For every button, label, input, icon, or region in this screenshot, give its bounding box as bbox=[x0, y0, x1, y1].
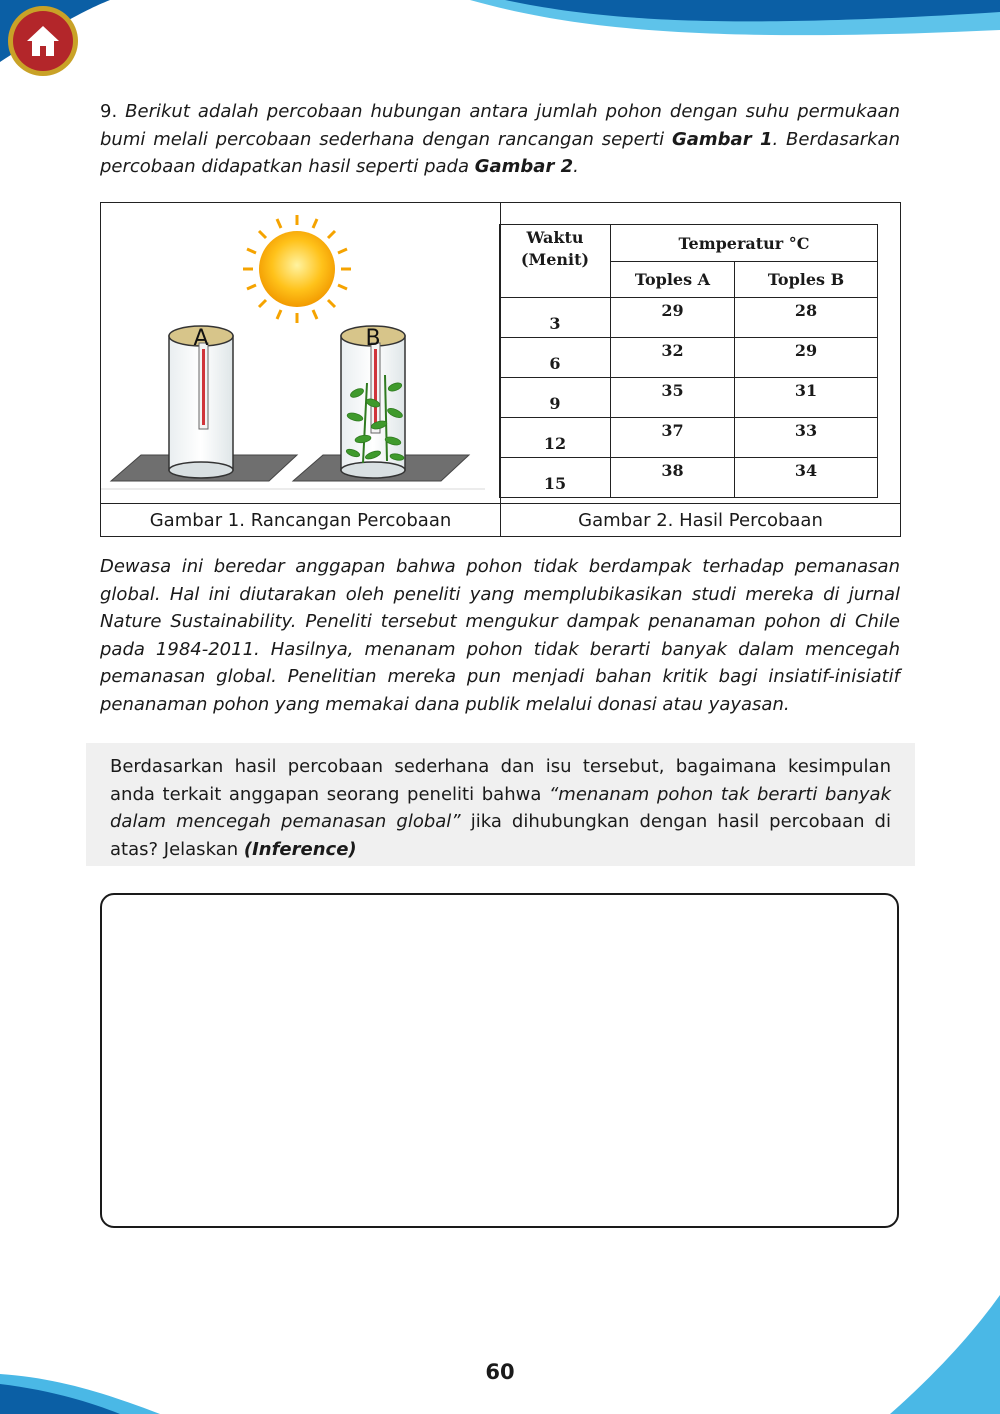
time-cell: 6 bbox=[500, 338, 611, 378]
home-icon bbox=[24, 23, 62, 59]
answer-box[interactable] bbox=[100, 893, 899, 1228]
jar-b-label: B bbox=[365, 326, 381, 351]
jar-b-cell: 31 bbox=[735, 378, 878, 418]
figure1-reference: Gambar 1 bbox=[672, 128, 773, 150]
table-row bbox=[500, 298, 878, 338]
table-row bbox=[500, 418, 878, 458]
top-wave-dark bbox=[505, 0, 1000, 21]
jar-a-cell: 38 bbox=[611, 458, 735, 498]
time-header: Waktu (Menit) bbox=[500, 225, 611, 298]
jar-a-cell: 32 bbox=[611, 338, 735, 378]
table-row bbox=[500, 458, 878, 498]
jar-a-label: A bbox=[193, 326, 209, 351]
jar-b-cell: 33 bbox=[735, 418, 878, 458]
figure1-cell bbox=[101, 203, 501, 504]
time-cell: 9 bbox=[500, 378, 611, 418]
sun-icon bbox=[243, 215, 351, 323]
page-number: 60 bbox=[485, 1360, 515, 1384]
jar-b bbox=[341, 326, 405, 478]
jar-b-header: Toples B bbox=[735, 262, 878, 298]
figure1-caption: Gambar 1. Rancangan Percobaan bbox=[101, 504, 501, 537]
temperature-header: Temperatur °C bbox=[611, 225, 878, 262]
prompt-box bbox=[86, 743, 915, 866]
table-row bbox=[500, 378, 878, 418]
jar-a-cell: 37 bbox=[611, 418, 735, 458]
jar-a-cell: 29 bbox=[611, 298, 735, 338]
jar-b-cell: 29 bbox=[735, 338, 878, 378]
figure2-reference: Gambar 2 bbox=[474, 156, 574, 177]
home-button[interactable] bbox=[8, 6, 78, 76]
jar-a-cell: 35 bbox=[611, 378, 735, 418]
time-cell: 12 bbox=[500, 418, 611, 458]
figure2-caption: Gambar 2. Hasil Percobaan bbox=[501, 504, 901, 537]
passage-text: Dewasa ini beredar anggapan bahwa pohon tidak berdampak terhadap pemanasan global. Hal ini diutarakan oleh peneliti yang memplubikasikan studi mereka di jurnal Nature Sustainability. Peneliti tersebut mengukur dampak penanaman pohon di Chile pada 1984-2011. Hasilnya, menanam pohon tidak berarti banyak dalam mencegah pemanasan global. Penelitian mereka pun menjadi bahan kritik bagi insiatif-inisiatif penanaman pohon yang memakai dana publik melalui donasi atau yayasan. bbox=[100, 556, 900, 715]
prompt-text: Berdasarkan hasil percobaan sederhana dan isu tersebut, bagaimana kesimpulan anda terkait anggapan seorang peneliti bahwa “menanam pohon tak berarti banyak dalam mencegah pemanasan global” jika dihubungkan dengan hasil percobaan di atas? Jelaskan (Inference) bbox=[110, 756, 891, 860]
top-wave-light bbox=[470, 0, 1000, 35]
time-cell: 3 bbox=[500, 298, 611, 338]
jar-b-cell: 34 bbox=[735, 458, 878, 498]
jar-b-cell: 28 bbox=[735, 298, 878, 338]
bottom-right-wave bbox=[890, 1295, 1000, 1414]
results-table bbox=[499, 224, 878, 498]
time-cell: 15 bbox=[500, 458, 611, 498]
question-number: 9. bbox=[100, 101, 118, 122]
jar-a-header: Toples A bbox=[611, 262, 735, 298]
question-text: 9. Berikut adalah percobaan hubungan antara jumlah pohon dengan suhu permukaan bumi melali percobaan sederhana dengan rancangan seperti Gambar 1. Berdasarkan percobaan didapatkan hasil seperti pada Gambar 2. bbox=[100, 101, 900, 177]
inference-tag: (Inference) bbox=[243, 838, 357, 860]
jar-a bbox=[169, 326, 233, 478]
experiment-illustration bbox=[101, 203, 485, 499]
prompt-quote: “menanam pohon tak berarti banyak dalam mencegah pemanasan global” bbox=[110, 783, 891, 832]
bottom-left-wave-dark bbox=[0, 1384, 120, 1414]
table-row bbox=[500, 338, 878, 378]
